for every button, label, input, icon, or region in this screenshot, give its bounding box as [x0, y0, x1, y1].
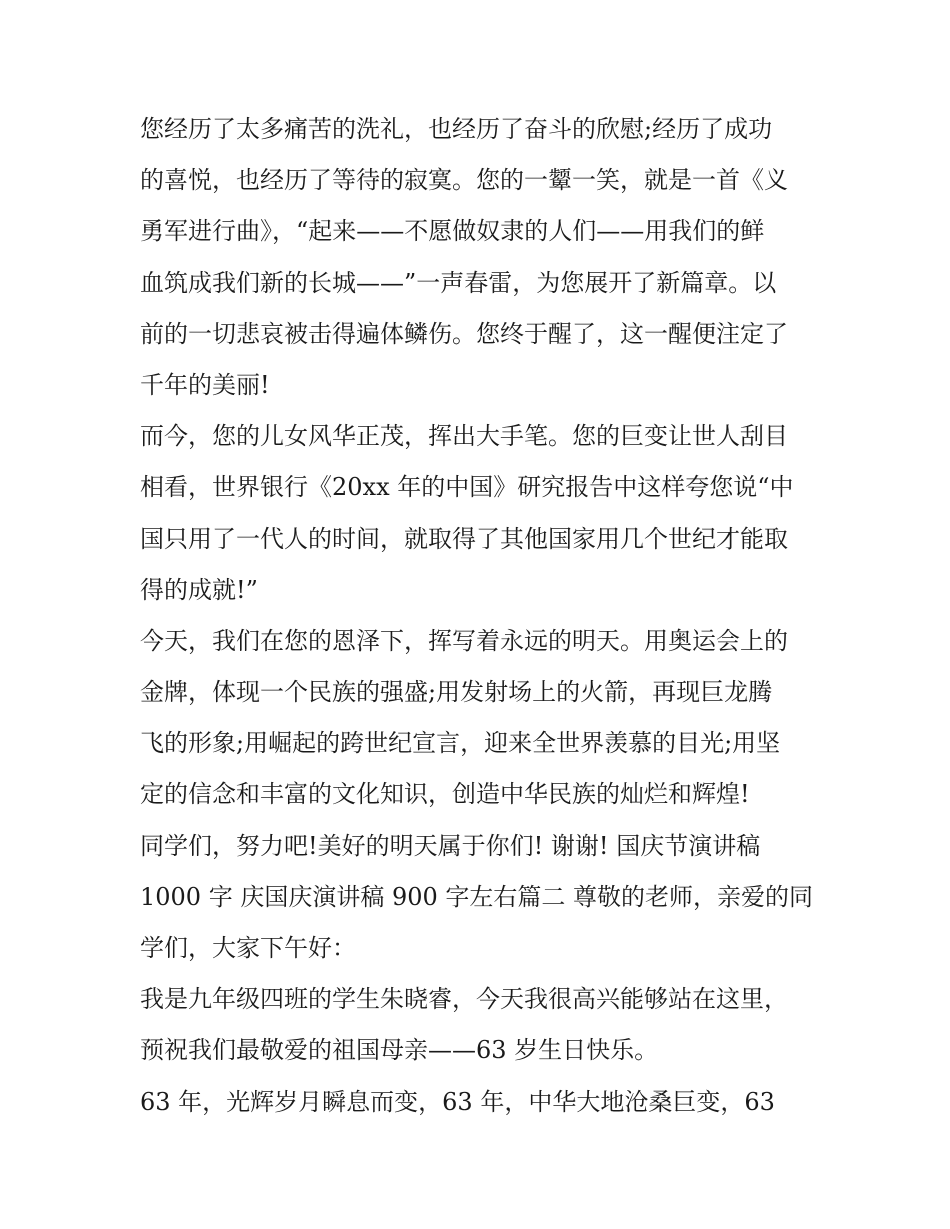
- text-line: 国只用了一代人的时间，就取得了其他国家用几个世纪才能取: [140, 524, 788, 553]
- text-line: 金牌，体现一个民族的强盛;用发射场上的火箭，再现巨龙腾: [140, 678, 773, 707]
- text-line: 前的一切悲哀被击得遍体鳞伤。您终于醒了，这一醒便注定了: [140, 319, 788, 348]
- text-line: 勇军进行曲》，“起来——不愿做奴隶的人们——用我们的鲜: [140, 217, 765, 246]
- text-line: 同学们，努力吧!美好的明天属于你们! 谢谢! 国庆节演讲稿: [140, 831, 761, 860]
- text-line: 千年的美丽!: [140, 370, 270, 399]
- text-line: 您经历了太多痛苦的洗礼，也经历了奋斗的欣慰;经历了成功: [140, 115, 773, 143]
- text-line: 相看，世界银行《20xx 年的中国》研究报告中这样夸您说“中: [140, 473, 794, 502]
- text-line: 63 年，光辉岁月瞬息而变，63 年，中华大地沧桑巨变，63: [140, 1087, 775, 1116]
- text-line: 学们，大家下午好：: [140, 934, 356, 962]
- text-line: 的喜悦，也经历了等待的寂寞。您的一颦一笑，就是一首《义: [140, 166, 788, 195]
- text-line: 飞的形象;用崛起的跨世纪宣言，迎来全世界羡慕的目光;用坚: [140, 729, 781, 758]
- document-body: [140, 104, 820, 1128]
- text-line: 而今，您的儿女风华正茂，挥出大手笔。您的巨变让世人刮目: [140, 422, 788, 451]
- text-line: 定的信念和丰富的文化知识，创造中华民族的灿烂和辉煌!: [140, 780, 750, 809]
- text-line: 得的成就!”: [140, 575, 258, 604]
- text-line: 血筑成我们新的长城——”一声春雷，为您展开了新篇章。以: [140, 268, 777, 297]
- text-line: 今天，我们在您的恩泽下，挥写着永远的明天。用奥运会上的: [140, 626, 788, 655]
- text-line: 预祝我们最敬爱的祖国母亲——63 岁生日快乐。: [140, 1036, 659, 1065]
- text-line: 我是九年级四班的学生朱晓睿，今天我很高兴能够站在这里，: [140, 985, 788, 1014]
- text-line: 1000 字 庆国庆演讲稿 900 字左右篇二 尊敬的老师，亲爱的同: [140, 882, 814, 911]
